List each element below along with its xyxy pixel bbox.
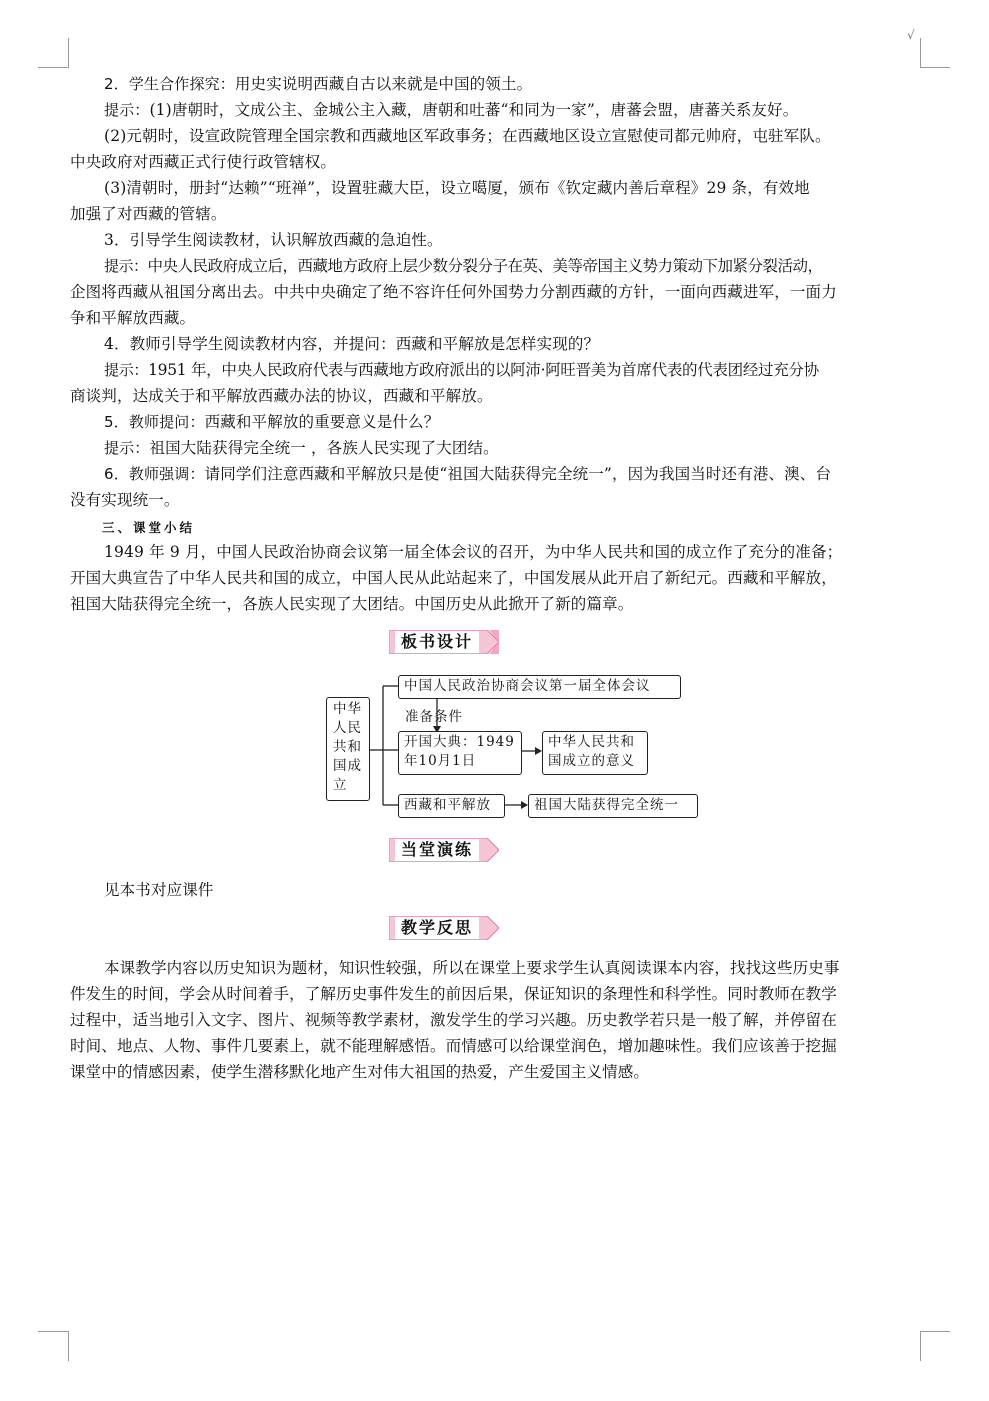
diagram-node-significance: 中华人民共和国成立的意义	[542, 731, 648, 775]
check-mark: √	[907, 28, 915, 42]
diagram-root-node: 中华人民共和国成立	[326, 697, 370, 801]
body-line: 4．教师引导学生阅读教材内容，并提问：西藏和平解放是怎样实现的？	[104, 335, 600, 353]
summary-line: 1949 年 9 月，中国人民政治协商会议第一届全体会议的召开，为中华人民共和国的成立作了充分的准备；	[104, 543, 843, 561]
reflection-line: 课堂中的情感因素，使学生潜移默化地产生对伟大祖国的热爱，产生爱国主义情感。	[70, 1063, 650, 1081]
crop-mark-bottom-left-v	[68, 1331, 69, 1361]
summary-line: 开国大典宣告了中华人民共和国的成立，中国人民从此站起来了，中国发展从此开启了新纪元。西藏和平解放，	[70, 569, 837, 587]
body-line: 商谈判，达成关于和平解放西藏办法的协议，西藏和平解放。	[70, 387, 493, 405]
crop-mark-bottom-right-v	[920, 1331, 921, 1361]
body-line: 6．教师强调：请同学们注意西藏和平解放只是使“祖国大陆获得完全统一”，因为我国当时还有港、澳、台	[104, 465, 832, 483]
diagram-node-cppcc: 中国人民政治协商会议第一届全体会议	[398, 675, 681, 699]
crop-mark-top-right-h	[920, 67, 950, 68]
body-line: 提示：中央人民政府成立后，西藏地方政府上层少数分裂分子在英、美等帝国主义势力策动下加紧分裂活动，	[104, 257, 823, 275]
diagram-node-tibet: 西藏和平解放	[398, 794, 505, 818]
body-line: 提示：(1)唐朝时，文成公主、金城公主入藏，唐朝和吐蕃“和同为一家”，唐蕃会盟，唐蕃关系友好。	[104, 101, 799, 119]
reflection-line: 件发生的时间，学会从时间着手，了解历史事件发生的前因后果，保证知识的条理性和科学性。同时教师在教学	[70, 985, 837, 1003]
crop-mark-bottom-left-h	[38, 1331, 68, 1332]
reflection-line: 时间、地点、人物、事件几要素上，就不能理解感悟。而情感可以给课堂润色，增加趣味性。我们应该善于挖掘	[70, 1037, 837, 1055]
section-heading: 三、课堂小结	[102, 520, 196, 535]
body-line: 争和平解放西藏。	[70, 309, 196, 327]
crop-mark-bottom-right-h	[920, 1331, 950, 1332]
banner-class-practice: 当堂演练	[389, 838, 479, 862]
diagram-node-unification: 祖国大陆获得完全统一	[528, 794, 698, 818]
crop-mark-top-left-v	[68, 38, 69, 68]
body-line: 没有实现统一。	[70, 491, 180, 509]
body-line: 5．教师提问：西藏和平解放的重要意义是什么？	[104, 413, 440, 431]
body-line: (3)清朝时，册封“达赖”“班禅”，设置驻藏大臣，设立噶厦，颁布《钦定藏内善后章程》29 条，有效地	[104, 179, 810, 197]
reflection-line: 过程中，适当地引入文字、图片、视频等教学素材，激发学生的学习兴趣。历史教学若只是一般了解，并停留在	[70, 1011, 837, 1029]
body-line: 3．引导学生阅读教材，认识解放西藏的急迫性。	[104, 231, 443, 249]
body-line: 提示：1951 年，中央人民政府代表与西藏地方政府派出的以阿沛·阿旺晋美为首席代表的代表团经过充分协	[104, 361, 819, 379]
banner-board-design: 板书设计	[389, 630, 479, 654]
body-line: 企图将西藏从祖国分离出去。中共中央确定了绝不容许任何外国势力分割西藏的方针，一面向西藏进军，一面力	[70, 283, 837, 301]
crop-mark-top-left-h	[38, 67, 68, 68]
body-line: 提示：祖国大陆获得完全统一 ，各族人民实现了大团结。	[104, 439, 499, 457]
diagram-arrow-label: 准备条件	[405, 709, 463, 725]
diagram-node-founding-ceremony: 开国大典：1949年10月1日	[398, 731, 522, 775]
summary-line: 祖国大陆获得完全统一，各族人民实现了大团结。中国历史从此掀开了新的篇章。	[70, 595, 634, 613]
reflection-line: 本课教学内容以历史知识为题材，知识性较强，所以在课堂上要求学生认真阅读课本内容，找找这些历史事	[104, 959, 840, 977]
body-line: (2)元朝时，设宣政院管理全国宗教和西藏地区军政事务；在西藏地区设立宣慰使司都元帅府，屯驻军队。	[104, 127, 831, 145]
body-line: 中央政府对西藏正式行使行政管辖权。	[70, 153, 337, 171]
body-line: 2．学生合作探究：用史实说明西藏自古以来就是中国的领土。	[104, 75, 533, 93]
banner-teaching-reflection: 教学反思	[389, 916, 479, 940]
practice-text: 见本书对应课件	[104, 881, 214, 899]
crop-mark-top-right-v	[920, 38, 921, 68]
body-line: 加强了对西藏的管辖。	[70, 205, 227, 223]
